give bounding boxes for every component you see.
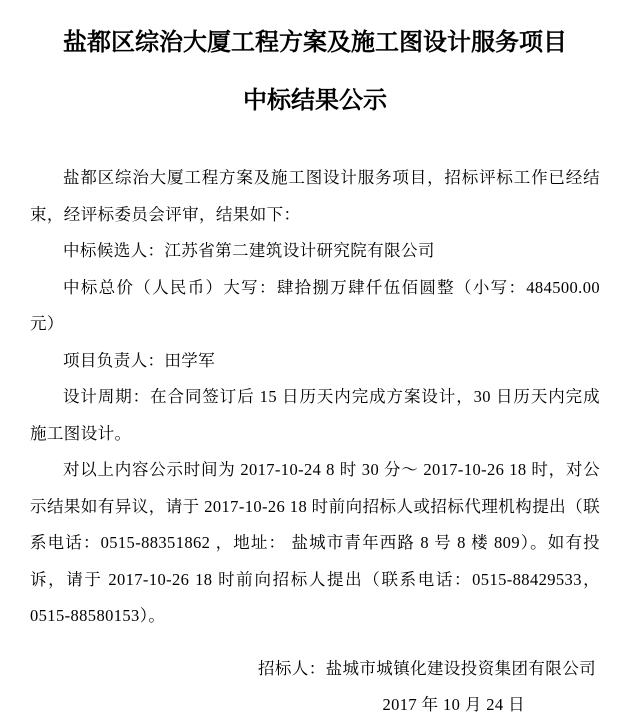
field-project-manager: 项目负责人：田学军 (63, 350, 216, 370)
field-design-period: 设计周期：在合同签订后 15 日历天内完成方案设计，30 日历天内完成施工图设计。 (30, 387, 600, 443)
document-body (30, 160, 600, 635)
footer-date: 2017 年 10 月 24 日 (382, 695, 525, 714)
paragraph-publicity-notice: 对以上内容公示时间为 2017-10-24 8 时 30 分～ 2017-10-26 18 时，对公示结果如有异议，请于 2017-10-26 18 时前向招标人或招标代理机构提出（联系电话：0515-88351862 ，地址： 盐城市青年西路 8 号 8 楼 809）。如有投诉，请于 2017-10-26 18 时前向招标人提出（联系电话：0515-88429533，0515-88580153）。 (30, 460, 600, 625)
page-title-line2: 中标结果公示 (243, 88, 387, 114)
page-title-line1: 盐都区综治大厦工程方案及施工图设计服务项目 (63, 30, 567, 56)
footer-tenderer-signature: 招标人：盐城市城镇化建设投资集团有限公司 (258, 658, 596, 678)
field-bid-price: 中标总价（人民币）大写：肆拾捌万肆仟伍佰圆整（小写：484500.00 元） (30, 277, 600, 333)
document-footer (30, 651, 600, 724)
document-title (30, 28, 600, 116)
paragraph-intro: 盐都区综治大厦工程方案及施工图设计服务项目，招标评标工作已经结束，经评标委员会评审，结果如下： (30, 168, 600, 224)
field-winning-candidate: 中标候选人：江苏省第二建筑设计研究院有限公司 (63, 241, 435, 260)
